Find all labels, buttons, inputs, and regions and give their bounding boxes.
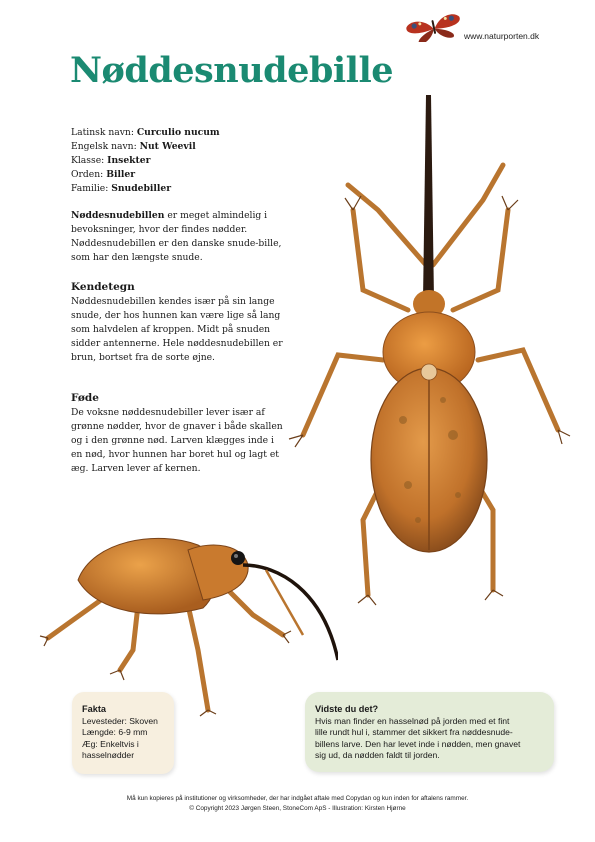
copy-notice: Må kun kopieres på institutioner og virksomheder, der har indgået aftale med Copydan og kun inden for aftalens rammer. (126, 795, 469, 802)
did-you-know-box (305, 692, 554, 772)
taxonomy-row: Engelsk navn: Nut Weevil (71, 141, 196, 152)
section-heading: Kendetegn (71, 281, 135, 293)
intro-paragraph: Nøddesnudebillen er meget almindelig i bevoksninger, hvor der findes nødder. Nøddesnudebillen er den danske snude-bille, som har den længste snude. (71, 210, 282, 263)
taxonomy-row: Latinsk navn: Curculio nucum (71, 127, 220, 138)
fakta-box (72, 692, 174, 774)
fakta-line: hasselnødder (82, 750, 135, 760)
website-url[interactable]: www.naturporten.dk (464, 31, 540, 41)
copyright: © Copyright 2023 Jørgen Steen, StoneCom ApS - Illustration: Kirsten Hjørne (189, 805, 406, 812)
did-you-know-line: billens larve. Den har levet inde i nødden, men gnavet (315, 738, 521, 749)
fakta-title: Fakta (82, 704, 107, 714)
taxonomy-row: Familie: Snudebiller (71, 183, 172, 194)
did-you-know-line: Hvis man finder en hasselnød på jorden med et fint (315, 715, 510, 726)
butterfly-icon (403, 14, 465, 42)
did-you-know-line: sig ud, da nødden faldt til jorden. (315, 750, 440, 760)
taxonomy-list (71, 126, 301, 196)
did-you-know-line: lille rundt hul i, stammer det sikkert fra nøddesnude- (315, 727, 513, 737)
footer (0, 794, 595, 814)
taxonomy-row: Klasse: Insekter (71, 155, 151, 166)
section-text: De voksne nøddesnudebiller lever især af grønne nødder, hvor de gnaver i både skallen og i den grønne nød. Larven klægges inde i en nød, hvor hunnen har boret hul og lagt et æg. Larven lever af kernen. (71, 407, 283, 474)
fakta-line: Æg: Enkeltvis i (82, 738, 139, 749)
section-kendetegn (71, 280, 283, 365)
section-text: Nøddesnudebillen kendes især på sin lange snude, der hos hunnen kan være lige så lang som halvdelen af kroppen. Midt på snuden sidder antennerne. Hele nøddesnudebillen er brun, bortset fra de sorte øjne. (71, 296, 283, 363)
taxonomy-row: Orden: Biller (71, 169, 136, 180)
page-title: Nøddesnudebille (70, 50, 394, 91)
fakta-line: Levesteder: Skoven (82, 715, 158, 726)
did-you-know-title: Vidste du det? (315, 704, 379, 714)
section-foede (71, 391, 283, 476)
section-heading: Føde (71, 392, 99, 404)
fakta-line: Længde: 6-9 mm (82, 727, 148, 737)
weevil-side-view-illustration (38, 520, 338, 720)
